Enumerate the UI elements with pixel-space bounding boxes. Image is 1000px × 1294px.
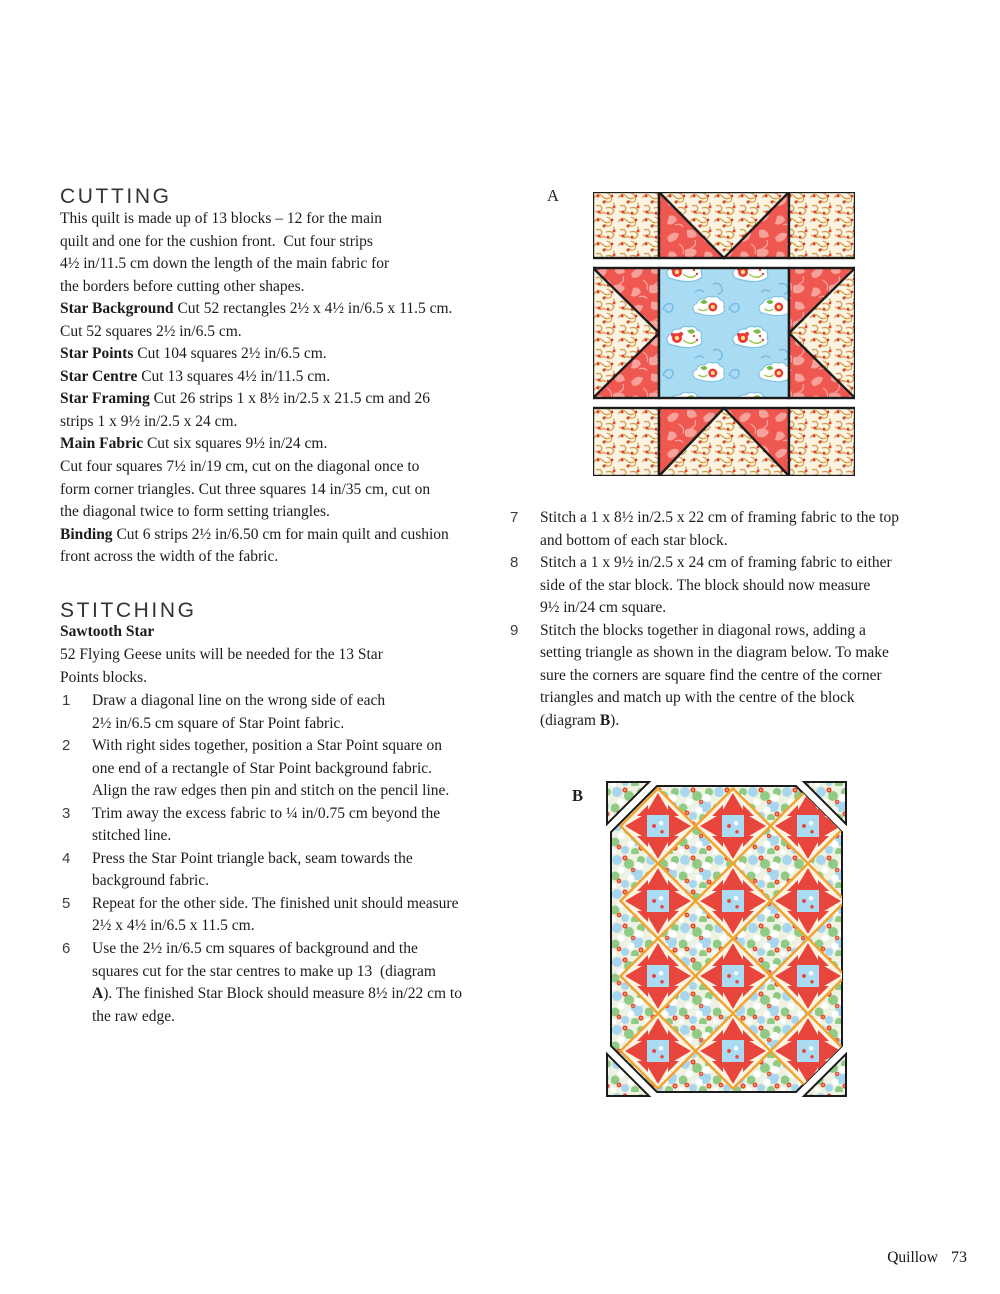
instruction-step	[510, 620, 960, 733]
step-number: 7	[510, 509, 519, 526]
text-line: Align the raw edges then pin and stitch on the pencil line.	[92, 782, 450, 800]
text-line: 2½ in/6.5 cm square of Star Point fabric.	[92, 714, 345, 732]
instruction-step	[62, 848, 507, 893]
step-number: 1	[62, 692, 71, 709]
quilt-piece	[660, 905, 664, 909]
quilt-piece	[722, 965, 744, 987]
instruction-step	[62, 690, 507, 735]
text-line: background fabric.	[92, 872, 210, 890]
text-line: side of the star block. The block should now measure	[540, 576, 871, 594]
diagram-a-label: A	[547, 186, 559, 205]
quilt-piece	[802, 1049, 806, 1053]
text-line: strips 1 x 9½ in/2.5 x 24 cm.	[60, 412, 238, 430]
quilt-piece	[797, 965, 819, 987]
quilt-piece	[722, 1040, 744, 1062]
instruction-step	[62, 893, 507, 938]
book-title: Quillow	[887, 1249, 938, 1266]
instruction-step	[62, 735, 507, 803]
text-line: Stitch a 1 x 9½ in/2.5 x 24 cm of framing fabric to either	[540, 554, 892, 572]
text-line: form corner triangles. Cut three squares 14 in/35 cm, cut on	[60, 480, 431, 498]
text-line: Star Centre Cut 13 squares 4½ in/11.5 cm.	[60, 367, 331, 385]
quilt-piece	[802, 824, 806, 828]
text-line: Press the Star Point triangle back, seam towards the	[92, 849, 413, 867]
text-line: Star Framing Cut 26 strips 1 x 8½ in/2.5 x 21.5 cm and 26	[60, 390, 430, 408]
quilt-piece	[652, 974, 656, 978]
stitching-subheading: Sawtooth Star	[60, 623, 155, 640]
instruction-step	[510, 552, 960, 620]
quilt-piece	[810, 980, 814, 984]
quilt-piece	[660, 830, 664, 834]
quilt-piece	[734, 1046, 738, 1050]
instruction-step	[62, 938, 507, 1028]
quilt-piece	[722, 890, 744, 912]
text-line: setting triangle as shown in the diagram below. To make	[540, 644, 889, 662]
instruction-step	[62, 803, 507, 848]
quilt-piece	[647, 890, 669, 912]
text-line: sure the corners are square find the centre of the corner	[540, 666, 882, 684]
step-number: 9	[510, 621, 519, 639]
text-line: This quilt is made up of 13 blocks – 12 for the main	[60, 210, 383, 227]
quilt-piece	[734, 896, 738, 900]
text-line: A). The finished Star Block should measure 8½ in/22 cm to	[92, 985, 462, 1003]
text-line: 9½ in/24 cm square.	[540, 599, 667, 617]
quilt-piece	[735, 980, 739, 984]
text-line: squares cut for the star centres to make up 13 (diagram	[92, 962, 436, 980]
text-line: front across the width of the fabric.	[60, 548, 279, 566]
star-centre-square	[659, 268, 789, 398]
quilt-piece	[802, 974, 806, 978]
quilt-piece	[652, 824, 656, 828]
quilt-piece	[809, 971, 813, 975]
text-line: Draw a diagonal line on the wrong side of each	[92, 692, 386, 709]
text-line: Cut 52 squares 2½ in/6.5 cm.	[60, 322, 242, 340]
text-line: Points blocks.	[60, 668, 147, 686]
quilt-piece	[797, 890, 819, 912]
quilt-piece	[809, 821, 813, 825]
text-line: one end of a rectangle of Star Point background fabric.	[92, 759, 433, 777]
text-line: 4½ in/11.5 cm down the length of the main fabric for	[60, 255, 390, 273]
text-line: Use the 2½ in/6.5 cm squares of background and the	[92, 940, 418, 958]
quilt-piece	[652, 899, 656, 903]
step-number: 6	[62, 940, 71, 958]
diagram-a-star-block	[593, 192, 855, 476]
text-line: Cut four squares 7½ in/19 cm, cut on the diagonal once to	[60, 458, 420, 476]
step-number: 2	[62, 737, 71, 755]
section-heading-cutting: CUTTING	[60, 185, 172, 208]
quilt-piece	[734, 971, 738, 975]
quilt-piece	[659, 896, 663, 900]
diagram-b-label: B	[572, 786, 584, 805]
quilt-piece	[809, 1046, 813, 1050]
text-line: Star Background Cut 52 rectangles 2½ x 4½ in/6.5 x 11.5 cm.	[60, 300, 453, 318]
text-line: With right sides together, position a Star Point square on	[92, 737, 443, 755]
text-line: 52 Flying Geese units will be needed for the 13 Star	[60, 646, 383, 663]
quilt-piece	[810, 1055, 814, 1059]
text-line: 2½ x 4½ in/6.5 x 11.5 cm.	[92, 917, 255, 935]
quilt-piece	[659, 821, 663, 825]
quilt-piece	[734, 821, 738, 825]
quilt-piece	[659, 1046, 663, 1050]
steps-list-left	[62, 690, 507, 1028]
steps-list-right	[510, 507, 960, 732]
text-line: the borders before cutting other shapes.	[60, 277, 305, 295]
cutting-text	[60, 208, 452, 569]
text-line: Repeat for the other side. The finished unit should measure	[92, 894, 459, 912]
quilt-piece	[802, 899, 806, 903]
corner-square	[789, 192, 855, 258]
diagram-b-quilt-layout	[604, 779, 850, 1101]
quilt-piece	[810, 905, 814, 909]
quilt-piece	[735, 830, 739, 834]
stitching-intro	[60, 644, 383, 689]
step-number: 3	[62, 804, 71, 822]
quilt-piece	[647, 1040, 669, 1062]
quilt-piece	[809, 896, 813, 900]
quilt-piece	[727, 974, 731, 978]
text-line: triangles and match up with the centre of the block	[540, 689, 855, 707]
step-number: 5	[62, 894, 71, 912]
quilt-piece	[735, 905, 739, 909]
quilt-piece	[735, 1055, 739, 1059]
corner-square	[593, 192, 659, 258]
page-number: 73	[951, 1249, 967, 1266]
text-line: Trim away the excess fabric to ¼ in/0.75 cm beyond the	[92, 804, 441, 822]
step-number: 4	[62, 849, 71, 867]
corner-square	[593, 408, 659, 476]
quilt-piece	[727, 899, 731, 903]
quilt-piece	[660, 1055, 664, 1059]
text-line: Stitch a 1 x 8½ in/2.5 x 22 cm of framing fabric to the top	[540, 509, 900, 526]
text-line: (diagram B).	[540, 711, 620, 729]
quilt-piece	[797, 815, 819, 837]
text-line: the raw edge.	[92, 1007, 176, 1025]
section-heading-stitching: STITCHING	[60, 599, 197, 622]
quilt-piece	[647, 815, 669, 837]
text-line: and bottom of each star block.	[540, 531, 728, 549]
quilt-piece	[722, 815, 744, 837]
quilt-piece	[652, 1049, 656, 1053]
quilt-piece	[797, 1040, 819, 1062]
text-line: quilt and one for the cushion front. Cut four strips	[60, 232, 373, 250]
step-number: 8	[510, 554, 519, 572]
text-line: Star Points Cut 104 squares 2½ in/6.5 cm.	[60, 345, 327, 363]
text-line: the diagonal twice to form setting triangles.	[60, 503, 330, 521]
corner-square	[789, 408, 855, 476]
quilt-piece	[647, 965, 669, 987]
text-line: Main Fabric Cut six squares 9½ in/24 cm.	[60, 435, 328, 453]
quilt-piece	[810, 830, 814, 834]
page-footer	[820, 1249, 967, 1267]
quilt-piece	[660, 980, 664, 984]
quilt-piece	[659, 971, 663, 975]
instruction-step	[510, 507, 960, 552]
quilt-piece	[727, 824, 731, 828]
quilt-piece	[727, 1049, 731, 1053]
text-line: Binding Cut 6 strips 2½ in/6.50 cm for main quilt and cushion	[60, 525, 449, 543]
text-line: stitched line.	[92, 827, 172, 845]
text-line: Stitch the blocks together in diagonal rows, adding a	[540, 621, 866, 639]
